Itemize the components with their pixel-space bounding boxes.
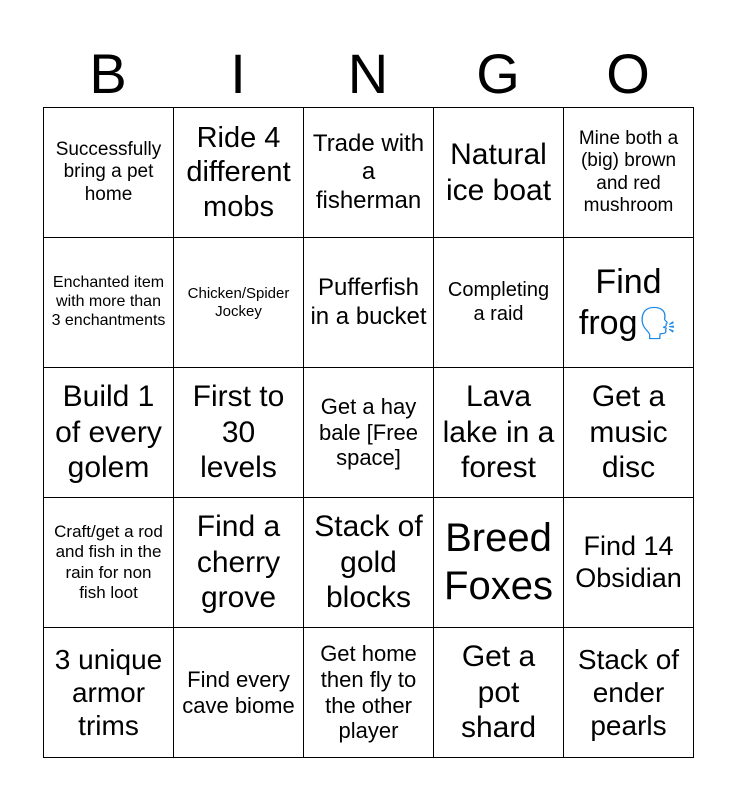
cell-text: Get a music disc bbox=[589, 380, 668, 485]
bingo-cell[interactable] bbox=[434, 238, 564, 368]
bingo-cell[interactable] bbox=[564, 498, 694, 628]
cell-text: Successfully bring a pet home bbox=[55, 138, 162, 205]
header-letter-o: O bbox=[606, 42, 650, 105]
cell-text: Stack of ender pearls bbox=[577, 643, 680, 742]
cell-text: Natural ice boat bbox=[445, 138, 552, 207]
bingo-cell[interactable] bbox=[44, 368, 174, 498]
header-letter-b: B bbox=[89, 42, 127, 105]
bingo-cell[interactable] bbox=[564, 628, 694, 758]
bingo-cell[interactable] bbox=[304, 238, 434, 368]
bingo-cell[interactable] bbox=[434, 108, 564, 238]
bingo-cell[interactable] bbox=[434, 628, 564, 758]
cell-text: Find 14 Obsidian bbox=[575, 530, 682, 593]
cell-text: Get a hay bale [Free space] bbox=[318, 393, 419, 471]
bingo-cell[interactable] bbox=[304, 498, 434, 628]
cell-text: Find frog bbox=[578, 263, 662, 342]
cell-text: Craft/get a rod and fish in the rain for non fish loot bbox=[54, 522, 163, 602]
cell-text: Chicken/Spider Jockey bbox=[187, 284, 290, 320]
cell-text: Build 1 of every golem bbox=[55, 380, 162, 485]
cell-text: Find every cave biome bbox=[182, 666, 295, 718]
bingo-grid bbox=[43, 107, 694, 758]
speaking-head-icon: 🗣 bbox=[637, 303, 679, 342]
bingo-cell[interactable] bbox=[304, 628, 434, 758]
bingo-cell[interactable] bbox=[304, 368, 434, 498]
bingo-cell[interactable] bbox=[44, 498, 174, 628]
cell-text: First to 30 levels bbox=[192, 380, 285, 485]
bingo-cell[interactable] bbox=[44, 108, 174, 238]
cell-text: Completing a raid bbox=[447, 278, 550, 325]
bingo-cell[interactable] bbox=[174, 238, 304, 368]
bingo-cell[interactable] bbox=[174, 498, 304, 628]
cell-text: Enchanted item with more than 3 enchantments bbox=[51, 274, 166, 329]
bingo-cell[interactable] bbox=[174, 368, 304, 498]
bingo-cell[interactable] bbox=[174, 108, 304, 238]
cell-text: 3 unique armor trims bbox=[54, 643, 163, 742]
cell-text: Get a pot shard bbox=[460, 640, 537, 745]
header-letter-n: N bbox=[347, 42, 389, 105]
cell-text: Lava lake in a forest bbox=[442, 380, 555, 485]
header-letter-g: G bbox=[476, 42, 520, 105]
bingo-cell[interactable] bbox=[564, 238, 694, 368]
cell-text: Ride 4 different mobs bbox=[186, 122, 291, 223]
header-letter-i: I bbox=[230, 42, 246, 105]
cell-text: Stack of gold blocks bbox=[314, 510, 423, 615]
bingo-cell[interactable] bbox=[304, 108, 434, 238]
bingo-header bbox=[43, 42, 693, 106]
bingo-cell[interactable] bbox=[44, 628, 174, 758]
cell-text: Get home then fly to the other player bbox=[320, 640, 417, 744]
bingo-cell[interactable] bbox=[174, 628, 304, 758]
cell-text: Find a cherry grove bbox=[196, 510, 281, 615]
bingo-cell[interactable] bbox=[434, 368, 564, 498]
cell-text: Trade with a fisherman bbox=[312, 130, 425, 214]
bingo-cell[interactable] bbox=[564, 368, 694, 498]
bingo-cell[interactable] bbox=[434, 498, 564, 628]
cell-text: Mine both a (big) brown and red mushroom bbox=[578, 127, 679, 216]
cell-text: Breed Foxes bbox=[444, 516, 553, 608]
bingo-cell[interactable] bbox=[564, 108, 694, 238]
cell-text: Pufferfish in a bucket bbox=[310, 274, 427, 330]
bingo-cell[interactable] bbox=[44, 238, 174, 368]
